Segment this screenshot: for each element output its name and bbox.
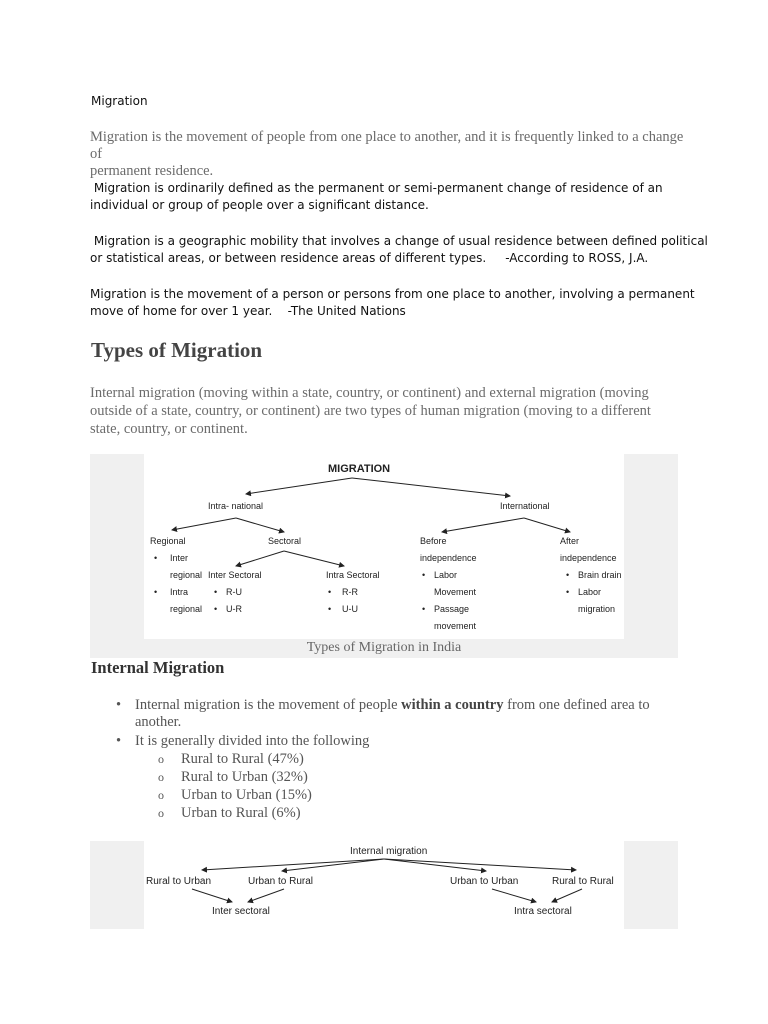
fig1-before-item-1: Labor xyxy=(434,570,458,580)
bullet-glyph: • xyxy=(422,604,426,614)
fig1-before-item-2: Movement xyxy=(434,587,477,597)
sub-item-4-text: Urban to Rural (6%) xyxy=(181,805,301,821)
sub-item-1 xyxy=(158,751,458,769)
edge-intl-before xyxy=(442,518,524,532)
definition-2 xyxy=(90,180,690,214)
fig2-inter-sectoral: Inter sectoral xyxy=(212,906,270,917)
bullet-1-bold: within a country xyxy=(401,697,504,713)
fig1-after-item-1: Brain drain xyxy=(578,570,622,580)
definition-1-line-2: permanent residence. xyxy=(90,163,214,179)
bullet-glyph: • xyxy=(214,604,218,614)
internal-migration-heading: Internal Migration xyxy=(91,658,225,677)
edge-root-urban-urban xyxy=(384,859,486,871)
definition-4-line-2: move of home for over 1 year. -The United Nations xyxy=(90,304,406,318)
definition-3-line-1: Migration is a geographic mobility that involves a change of usual residence between defined political xyxy=(90,234,708,248)
definition-3 xyxy=(90,233,710,267)
bullet-item-1 xyxy=(116,697,696,733)
definition-2-line-2: individual or group of people over a significant distance. xyxy=(90,198,429,212)
types-paragraph-line-2: outside of a state, country, or continent) are two types of human migration (moving to a different xyxy=(90,403,651,419)
fig1-sectoral-label: Sectoral xyxy=(268,536,302,546)
edge-uu-intra xyxy=(492,889,536,902)
sub-item-3 xyxy=(158,787,458,805)
migration-types-diagram xyxy=(144,454,624,639)
edge-root-international xyxy=(352,478,510,496)
fig2-urban-to-rural: Urban to Rural xyxy=(248,876,314,887)
sub-bullet-glyph: o xyxy=(158,770,164,784)
edge-sectoral-intra xyxy=(284,551,344,566)
fig1-before-label-2: independence xyxy=(420,553,477,563)
sub-item-2 xyxy=(158,769,458,787)
fig1-inter-item-1: R-U xyxy=(226,587,242,597)
bullet-glyph: • xyxy=(154,587,158,597)
bullet-glyph: • xyxy=(214,587,218,597)
bullet-glyph: • xyxy=(116,733,122,749)
bullet-glyph: • xyxy=(566,570,570,580)
edge-intra-sectoral xyxy=(236,518,284,532)
fig1-intra-sectoral-label: Intra Sectoral xyxy=(326,570,380,580)
fig1-reg-item-3: Intra xyxy=(170,587,189,597)
bullet-2-text: It is generally divided into the following xyxy=(135,733,370,749)
edge-root-urban-rural xyxy=(282,859,384,871)
sub-item-1-text: Rural to Rural (47%) xyxy=(181,751,304,767)
edge-ur-inter xyxy=(248,889,284,902)
edge-root-rural-urban xyxy=(202,859,384,870)
bullet-1-text-a: Internal migration is the movement of people xyxy=(135,697,402,713)
fig1-intra-label: Intra- national xyxy=(208,501,264,511)
bullet-glyph: • xyxy=(422,570,426,580)
edge-root-rural-rural xyxy=(384,859,576,870)
edge-intl-after xyxy=(524,518,570,532)
bullet-glyph: • xyxy=(328,587,332,597)
fig1-intra-item-2: U-U xyxy=(342,604,358,614)
edge-ru-inter xyxy=(192,889,232,902)
fig1-after-label-2: independence xyxy=(560,553,617,563)
types-paragraph xyxy=(90,384,710,438)
definition-3-line-2: or statistical areas, or between residence areas of different types. -According to ROSS, J.A. xyxy=(90,251,649,265)
internal-migration-figure xyxy=(90,841,678,929)
sub-item-4 xyxy=(158,805,458,823)
bullet-1-text-b: from one defined area to xyxy=(503,697,650,713)
migration-tree-svg xyxy=(144,454,624,639)
doc-title: Migration xyxy=(91,94,148,108)
fig1-intra-item-1: R-R xyxy=(342,587,358,597)
fig1-regional-label: Regional xyxy=(150,536,186,546)
definition-4-line-1: Migration is the movement of a person or persons from one place to another, involving a permanent xyxy=(90,287,695,301)
bullet-glyph: • xyxy=(116,697,122,713)
bullet-glyph: • xyxy=(566,587,570,597)
bullet-glyph: • xyxy=(154,553,158,563)
migration-types-figure xyxy=(90,454,678,658)
sub-item-3-text: Urban to Urban (15%) xyxy=(181,787,312,803)
figure-caption: Types of Migration in India xyxy=(306,640,462,655)
fig2-urban-to-urban: Urban to Urban xyxy=(450,876,519,887)
types-paragraph-line-3: state, country, or continent. xyxy=(90,421,248,437)
internal-migration-diagram xyxy=(144,841,624,929)
fig1-after-label-1: After xyxy=(560,536,580,546)
fig1-after-item-2: Labor xyxy=(578,587,602,597)
internal-migration-svg xyxy=(144,841,624,929)
sub-bullet-glyph: o xyxy=(158,752,164,766)
sub-bullet-glyph: o xyxy=(158,788,164,802)
fig1-reg-item-2: regional xyxy=(170,570,203,580)
fig1-before-item-4: movement xyxy=(434,621,477,631)
fig1-inter-sectoral-label: Inter Sectoral xyxy=(208,570,262,580)
definition-1-line-1: Migration is the movement of people from one place to another, and it is frequently linked to a change of xyxy=(90,129,684,162)
fig1-international-label: International xyxy=(500,501,550,511)
definition-1 xyxy=(90,129,690,180)
fig1-root-label: MIGRATION xyxy=(328,463,391,475)
fig2-root-label: Internal migration xyxy=(350,846,428,857)
bullet-glyph: • xyxy=(328,604,332,614)
fig2-rural-to-rural: Rural to Rural xyxy=(552,876,614,887)
fig1-after-item-3: migration xyxy=(578,604,616,614)
definition-4 xyxy=(90,286,710,320)
sub-item-2-text: Rural to Urban (32%) xyxy=(181,769,308,785)
fig1-inter-item-2: U-R xyxy=(226,604,242,614)
sub-bullet-glyph: o xyxy=(158,806,164,820)
bullet-item-2 xyxy=(116,733,696,751)
fig1-reg-item-4: regional xyxy=(170,604,203,614)
edge-root-intra xyxy=(246,478,352,494)
fig1-before-item-3: Passage xyxy=(434,604,470,614)
fig1-before-label-1: Before xyxy=(420,536,447,546)
fig2-intra-sectoral: Intra sectoral xyxy=(514,906,572,917)
bullet-1-text xyxy=(135,697,695,731)
edge-sectoral-inter xyxy=(236,551,284,566)
fig1-reg-item-1: Inter xyxy=(170,553,189,563)
types-heading: Types of Migration xyxy=(91,338,263,362)
fig2-rural-to-urban: Rural to Urban xyxy=(146,876,212,887)
types-paragraph-line-1: Internal migration (moving within a state, country, or continent) and external migration (moving xyxy=(90,385,649,401)
bullet-1-text-c: another. xyxy=(135,714,182,730)
edge-intra-regional xyxy=(172,518,236,530)
definition-2-line-1: Migration is ordinarily defined as the permanent or semi-permanent change of residence of an xyxy=(90,181,663,195)
edge-rr-intra xyxy=(552,889,582,902)
